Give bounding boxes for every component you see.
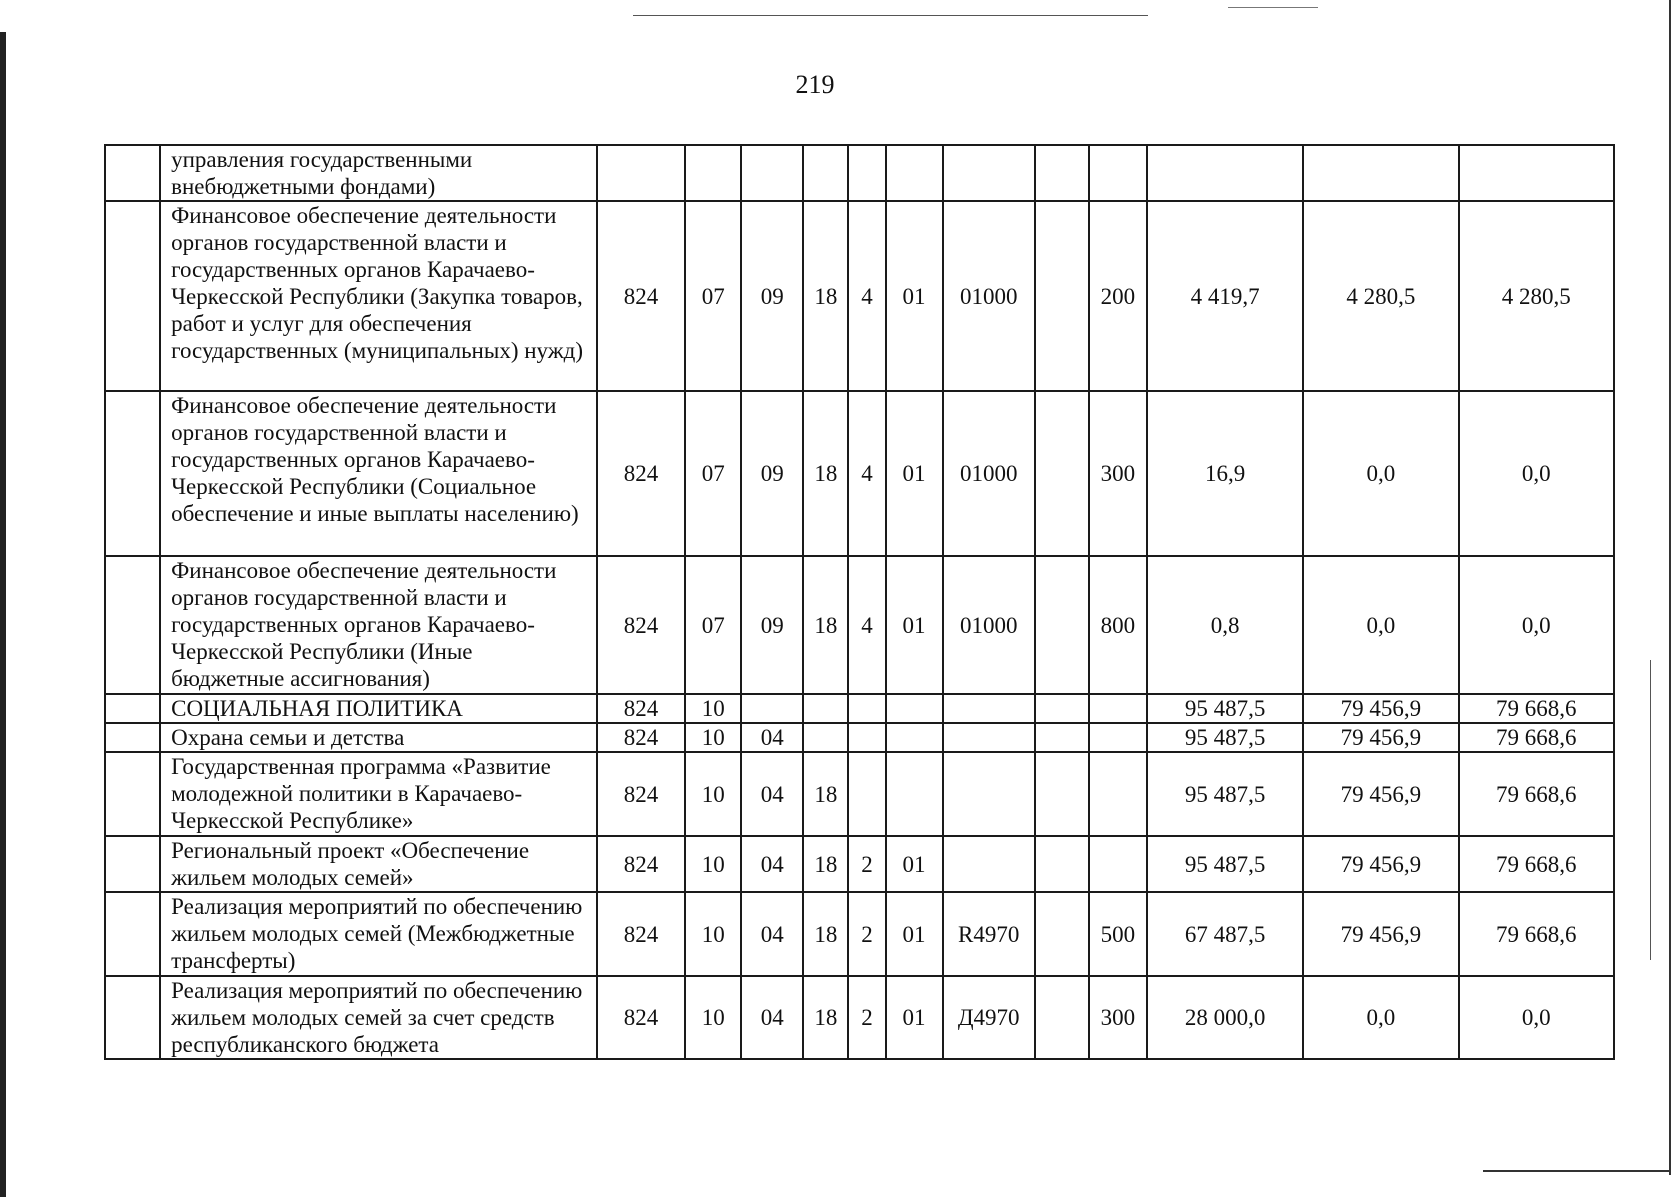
cell-section: 10	[685, 836, 741, 892]
cell-expense-type	[1089, 694, 1147, 723]
cell-subprogram: 2	[848, 836, 885, 892]
cell-expense-type	[1089, 723, 1147, 752]
row-name: Региональный проект «Обеспечение жильем молодых семей»	[160, 836, 597, 892]
cell-subsection	[741, 694, 803, 723]
cell-empty	[1035, 694, 1089, 723]
cell-ministry: 824	[597, 752, 685, 836]
cell-program	[803, 145, 848, 201]
cell-subsection: 04	[741, 976, 803, 1059]
cell-expense-type: 200	[1089, 201, 1147, 391]
cell-year-2024: 0,0	[1303, 391, 1458, 556]
row-name: Финансовое обеспечение деятельности органов государственной власти и государственных органов Карачаево-Черкесской Республики (Иные бюджетные ассигнования)	[160, 556, 597, 694]
scan-top-line	[633, 15, 1148, 16]
cell-subprogram: 4	[848, 391, 885, 556]
cell-program: 18	[803, 752, 848, 836]
cell-code	[943, 694, 1035, 723]
row-name: Охрана семьи и детства	[160, 723, 597, 752]
cell-year-2024: 4 280,5	[1303, 201, 1458, 391]
scan-top-line-2	[1228, 7, 1318, 8]
cell-expense-type: 300	[1089, 391, 1147, 556]
cell-empty	[1035, 145, 1089, 201]
table-row	[105, 201, 1614, 391]
cell-section: 10	[685, 694, 741, 723]
cell-subprogram	[848, 723, 885, 752]
cell-empty	[1035, 201, 1089, 391]
cell-activity: 01	[886, 556, 943, 694]
cell-year-2023: 16,9	[1147, 391, 1303, 556]
cell-subsection: 04	[741, 892, 803, 976]
table-row	[105, 723, 1614, 752]
cell-year-2024: 79 456,9	[1303, 723, 1458, 752]
cell-code: Д4970	[943, 976, 1035, 1059]
cell-empty	[1035, 391, 1089, 556]
cell-expense-type: 300	[1089, 976, 1147, 1059]
row-name: управления государственными внебюджетными фондами)	[160, 145, 597, 201]
cell-subprogram	[848, 145, 885, 201]
table-row	[105, 752, 1614, 836]
cell-year-2023: 28 000,0	[1147, 976, 1303, 1059]
row-number-cell	[105, 892, 160, 976]
cell-empty	[1035, 723, 1089, 752]
cell-year-2025: 79 668,6	[1459, 694, 1614, 723]
cell-activity: 01	[886, 201, 943, 391]
cell-activity	[886, 723, 943, 752]
cell-program	[803, 723, 848, 752]
cell-ministry: 824	[597, 892, 685, 976]
cell-code	[943, 836, 1035, 892]
cell-section	[685, 145, 741, 201]
cell-section: 07	[685, 201, 741, 391]
cell-activity: 01	[886, 836, 943, 892]
cell-year-2025: 4 280,5	[1459, 201, 1614, 391]
cell-year-2025: 0,0	[1459, 976, 1614, 1059]
cell-year-2024: 79 456,9	[1303, 694, 1458, 723]
cell-section: 10	[685, 752, 741, 836]
cell-program: 18	[803, 892, 848, 976]
cell-year-2025: 79 668,6	[1459, 836, 1614, 892]
cell-ministry: 824	[597, 723, 685, 752]
cell-program: 18	[803, 201, 848, 391]
row-number-cell	[105, 556, 160, 694]
cell-program	[803, 694, 848, 723]
scan-left-border	[0, 32, 6, 1197]
cell-activity	[886, 752, 943, 836]
cell-activity	[886, 694, 943, 723]
cell-subprogram	[848, 694, 885, 723]
row-name: Реализация мероприятий по обеспечению жильем молодых семей (Межбюджетные трансферты)	[160, 892, 597, 976]
table-row	[105, 694, 1614, 723]
cell-year-2024: 79 456,9	[1303, 836, 1458, 892]
cell-code: R4970	[943, 892, 1035, 976]
cell-year-2023: 95 487,5	[1147, 723, 1303, 752]
cell-year-2024: 0,0	[1303, 976, 1458, 1059]
cell-code: 01000	[943, 201, 1035, 391]
cell-year-2025	[1459, 145, 1614, 201]
cell-ministry: 824	[597, 556, 685, 694]
row-number-cell	[105, 391, 160, 556]
cell-code	[943, 145, 1035, 201]
cell-empty	[1035, 556, 1089, 694]
cell-section: 10	[685, 976, 741, 1059]
cell-subsection: 09	[741, 391, 803, 556]
table-row	[105, 836, 1614, 892]
cell-activity: 01	[886, 976, 943, 1059]
row-number-cell	[105, 201, 160, 391]
cell-subprogram: 2	[848, 892, 885, 976]
scan-right-inner-line	[1650, 660, 1651, 960]
cell-year-2023: 67 487,5	[1147, 892, 1303, 976]
cell-program: 18	[803, 556, 848, 694]
cell-subsection: 09	[741, 201, 803, 391]
cell-ministry: 824	[597, 694, 685, 723]
cell-year-2024: 79 456,9	[1303, 752, 1458, 836]
cell-year-2023: 0,8	[1147, 556, 1303, 694]
cell-section: 10	[685, 723, 741, 752]
row-name: Государственная программа «Развитие молодежной политики в Карачаево-Черкесской Республике»	[160, 752, 597, 836]
cell-year-2025: 0,0	[1459, 391, 1614, 556]
cell-ministry: 824	[597, 391, 685, 556]
cell-year-2023: 95 487,5	[1147, 752, 1303, 836]
row-number-cell	[105, 723, 160, 752]
row-number-cell	[105, 976, 160, 1059]
cell-empty	[1035, 752, 1089, 836]
cell-section: 10	[685, 892, 741, 976]
cell-empty	[1035, 836, 1089, 892]
scan-bottom-line	[1483, 1170, 1671, 1172]
cell-year-2023: 95 487,5	[1147, 836, 1303, 892]
cell-subprogram	[848, 752, 885, 836]
cell-year-2025: 0,0	[1459, 556, 1614, 694]
cell-expense-type	[1089, 836, 1147, 892]
cell-year-2025: 79 668,6	[1459, 892, 1614, 976]
cell-code: 01000	[943, 391, 1035, 556]
cell-program: 18	[803, 391, 848, 556]
budget-table	[104, 144, 1615, 1060]
cell-activity	[886, 145, 943, 201]
row-name: Финансовое обеспечение деятельности органов государственной власти и государственных органов Карачаево-Черкесской Республики (Социальное обеспечение и иные выплаты населению)	[160, 391, 597, 556]
cell-year-2024	[1303, 145, 1458, 201]
row-number-cell	[105, 694, 160, 723]
cell-program: 18	[803, 976, 848, 1059]
cell-year-2023: 95 487,5	[1147, 694, 1303, 723]
scan-right-border	[1669, 0, 1671, 1175]
row-number-cell	[105, 145, 160, 201]
cell-expense-type	[1089, 145, 1147, 201]
cell-expense-type: 800	[1089, 556, 1147, 694]
cell-ministry: 824	[597, 201, 685, 391]
table-row	[105, 892, 1614, 976]
cell-expense-type: 500	[1089, 892, 1147, 976]
table-row	[105, 145, 1614, 201]
row-name: Реализация мероприятий по обеспечению жильем молодых семей за счет средств республиканского бюджета	[160, 976, 597, 1059]
cell-subprogram: 2	[848, 976, 885, 1059]
cell-year-2025: 79 668,6	[1459, 752, 1614, 836]
cell-section: 07	[685, 556, 741, 694]
table-row	[105, 391, 1614, 556]
row-number-cell	[105, 752, 160, 836]
cell-subsection: 04	[741, 723, 803, 752]
cell-year-2023: 4 419,7	[1147, 201, 1303, 391]
cell-activity: 01	[886, 892, 943, 976]
cell-code: 01000	[943, 556, 1035, 694]
cell-ministry	[597, 145, 685, 201]
cell-year-2023	[1147, 145, 1303, 201]
cell-empty	[1035, 976, 1089, 1059]
row-name: СОЦИАЛЬНАЯ ПОЛИТИКА	[160, 694, 597, 723]
cell-ministry: 824	[597, 976, 685, 1059]
row-number-cell	[105, 836, 160, 892]
cell-empty	[1035, 892, 1089, 976]
table-row	[105, 556, 1614, 694]
cell-program: 18	[803, 836, 848, 892]
cell-year-2024: 79 456,9	[1303, 892, 1458, 976]
cell-subprogram: 4	[848, 556, 885, 694]
cell-expense-type	[1089, 752, 1147, 836]
cell-code	[943, 723, 1035, 752]
cell-subprogram: 4	[848, 201, 885, 391]
cell-ministry: 824	[597, 836, 685, 892]
cell-year-2024: 0,0	[1303, 556, 1458, 694]
cell-activity: 01	[886, 391, 943, 556]
cell-subsection: 04	[741, 752, 803, 836]
cell-year-2025: 79 668,6	[1459, 723, 1614, 752]
cell-section: 07	[685, 391, 741, 556]
table-row	[105, 976, 1614, 1059]
page-number: 219	[795, 70, 835, 99]
cell-subsection: 09	[741, 556, 803, 694]
cell-code	[943, 752, 1035, 836]
cell-subsection: 04	[741, 836, 803, 892]
row-name: Финансовое обеспечение деятельности органов государственной власти и государственных органов Карачаево-Черкесской Республики (Закупка товаров, работ и услуг для обеспечения государственных (муниципальных) нужд)	[160, 201, 597, 391]
cell-subsection	[741, 145, 803, 201]
